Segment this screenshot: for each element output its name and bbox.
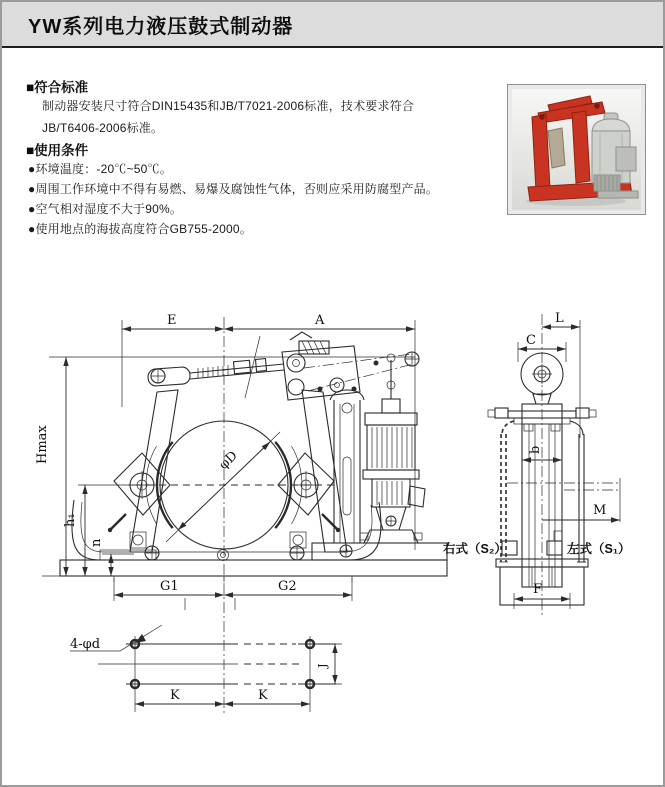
technical-drawing bbox=[2, 2, 663, 785]
front-view bbox=[35, 313, 447, 714]
dim-label-m: M bbox=[593, 503, 607, 518]
dim-label-c: C bbox=[526, 333, 536, 348]
dim-label-b: b bbox=[528, 445, 543, 454]
conditions-heading: ■使用条件 bbox=[26, 143, 89, 158]
condition-bullet: ●周围工作环境中不得有易燃、易爆及腐蚀性气体，否则应采用防腐型产品。 bbox=[28, 182, 439, 196]
condition-bullet: ●空气相对湿度不大于90%。 bbox=[28, 202, 183, 216]
standards-heading: ■符合标准 bbox=[26, 80, 89, 95]
dim-label-e: E bbox=[167, 313, 177, 328]
dim-label-h1: h₁ bbox=[63, 513, 78, 527]
holes-label: 4-φd bbox=[70, 637, 101, 652]
dim-label-l: L bbox=[555, 311, 564, 326]
dim-label-k1: K bbox=[170, 688, 180, 703]
condition-bullet: ●使用地点的海拔高度符合GB755-2000。 bbox=[28, 222, 252, 236]
standards-line: 制动器安装尺寸符合DIN15435和JB/T7021-2006标准，技术要求符合 bbox=[42, 99, 415, 113]
base-view bbox=[70, 625, 342, 712]
dim-label-g1: G1 bbox=[160, 579, 179, 594]
page-title: YW系列电力液压鼓式制动器 bbox=[28, 15, 294, 38]
dim-label-hmax: Hmax bbox=[35, 425, 50, 464]
dim-label-g2: G2 bbox=[278, 579, 297, 594]
left-style-label: 左式（S₁） bbox=[567, 542, 631, 556]
dim-label-a: A bbox=[315, 313, 325, 328]
dim-label-j: J bbox=[315, 663, 329, 668]
dim-label-f: F bbox=[533, 582, 543, 597]
side-view bbox=[443, 311, 631, 616]
standards-line: JB/T6406-2006标准。 bbox=[42, 121, 164, 135]
dim-label-k2: K bbox=[258, 688, 268, 703]
right-style-label: 右式（S₂） bbox=[443, 542, 507, 556]
dim-label-n: n bbox=[89, 538, 104, 547]
condition-bullet: ●环境温度：-20℃~50℃。 bbox=[28, 162, 172, 176]
dim-label-phid: φD bbox=[216, 448, 241, 473]
